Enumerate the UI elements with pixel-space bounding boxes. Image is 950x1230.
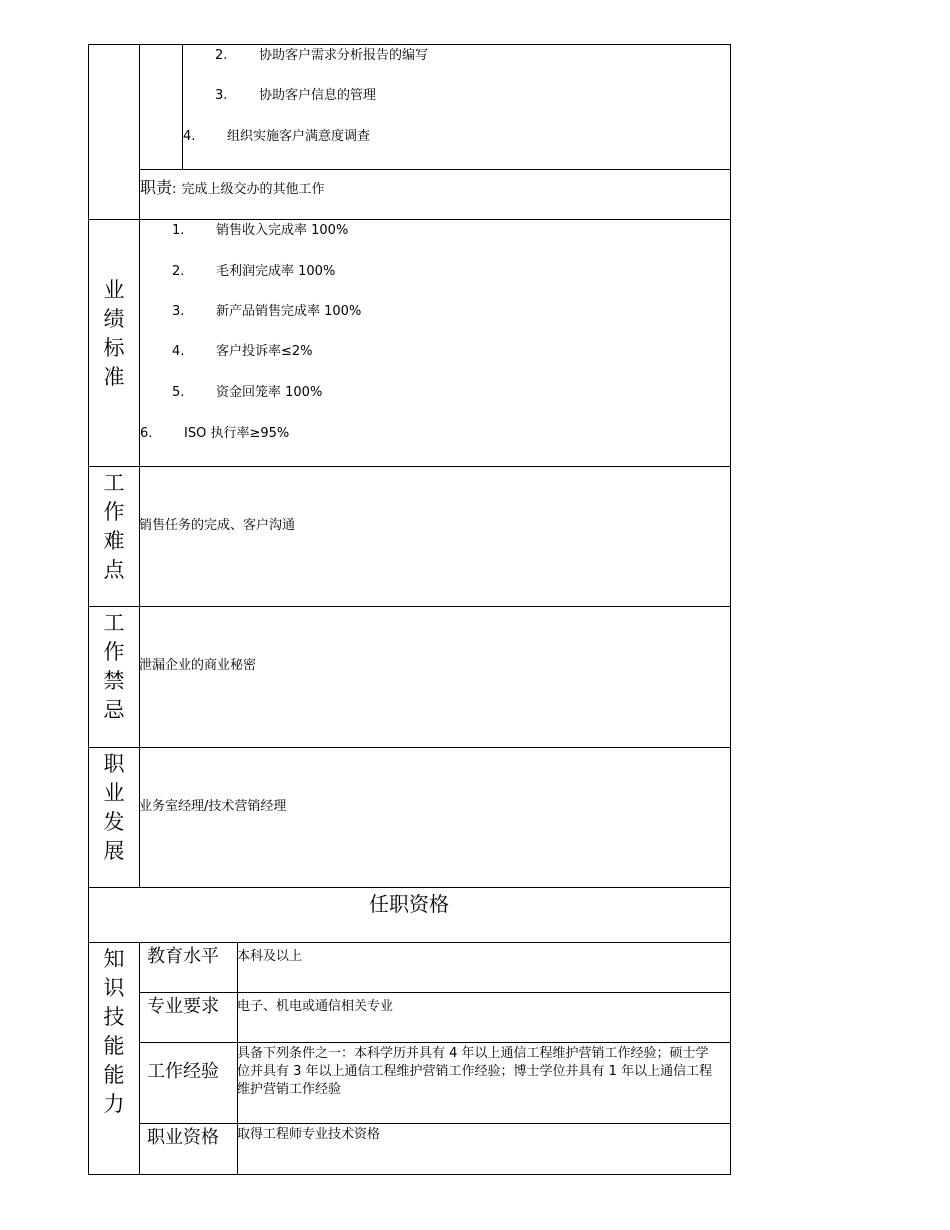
knowledge-label-divider	[139, 942, 140, 1175]
row-divider	[88, 887, 731, 888]
certification-value: 取得工程师专业技术资格	[237, 1127, 381, 1142]
taboos-title: 工 作 禁 忌	[103, 611, 125, 722]
list-item: 3. 协助客户信息的管理	[215, 88, 377, 103]
list-item: 2. 毛利润完成率 100%	[172, 264, 336, 279]
career-title: 职 业 发 展	[103, 752, 125, 863]
education-label: 教育水平	[147, 946, 219, 967]
row-divider	[88, 942, 731, 943]
list-item: 3. 新产品销售完成率 100%	[172, 304, 362, 319]
taboos-text: 泄漏企业的商业秘密	[139, 658, 257, 673]
other-duties: 职责: 完成上级交办的其他工作	[140, 178, 325, 197]
knowledge-title: 知 识 技 能 能 力	[103, 947, 125, 1116]
table-top-border	[88, 44, 731, 45]
career-text: 业务室经理/技术营销经理	[139, 799, 287, 814]
row-divider	[88, 466, 731, 467]
experience-label: 工作经验	[147, 1061, 219, 1082]
major-label: 专业要求	[147, 996, 219, 1017]
difficulties-title: 工 作 难 点	[103, 471, 125, 582]
qualifications-header: 任职资格	[369, 892, 449, 916]
list-item: 4. 客户投诉率≤2%	[172, 344, 313, 359]
list-item: 1. 销售收入完成率 100%	[172, 223, 349, 238]
list-item: 5. 资金回笼率 100%	[172, 385, 323, 400]
row-divider	[88, 747, 731, 748]
knowledge-row-divider	[139, 1042, 731, 1043]
row-divider	[88, 219, 731, 220]
knowledge-row-divider	[139, 992, 731, 993]
table-right-border	[730, 44, 731, 1175]
list-item: 6. ISO 执行率≥95%	[140, 426, 290, 441]
knowledge-row-divider	[139, 1123, 731, 1124]
certification-label: 职业资格	[147, 1127, 219, 1148]
difficulties-text: 销售任务的完成、客户沟通	[139, 518, 296, 533]
row-divider	[88, 606, 731, 607]
experience-value: 具备下列条件之一：本科学历并具有 4 年以上通信工程维护营销工作经验；硕士学位并具有 3 年以上通信工程维护营销工作经验；博士学位并具有 1 年以上通信工程维护营销工作经验	[237, 1046, 713, 1097]
performance-title: 业 绩 标 准	[103, 278, 125, 389]
education-value: 本科及以上	[237, 949, 303, 964]
list-item: 2. 协助客户需求分析报告的编写	[215, 48, 429, 63]
table-bottom-border	[88, 1174, 731, 1175]
list-item: 4. 组织实施客户满意度调查	[183, 129, 371, 144]
major-value: 电子、机电或通信相关专业	[237, 999, 394, 1014]
duty-inner-divider	[182, 44, 183, 170]
duty-divider	[139, 169, 731, 170]
